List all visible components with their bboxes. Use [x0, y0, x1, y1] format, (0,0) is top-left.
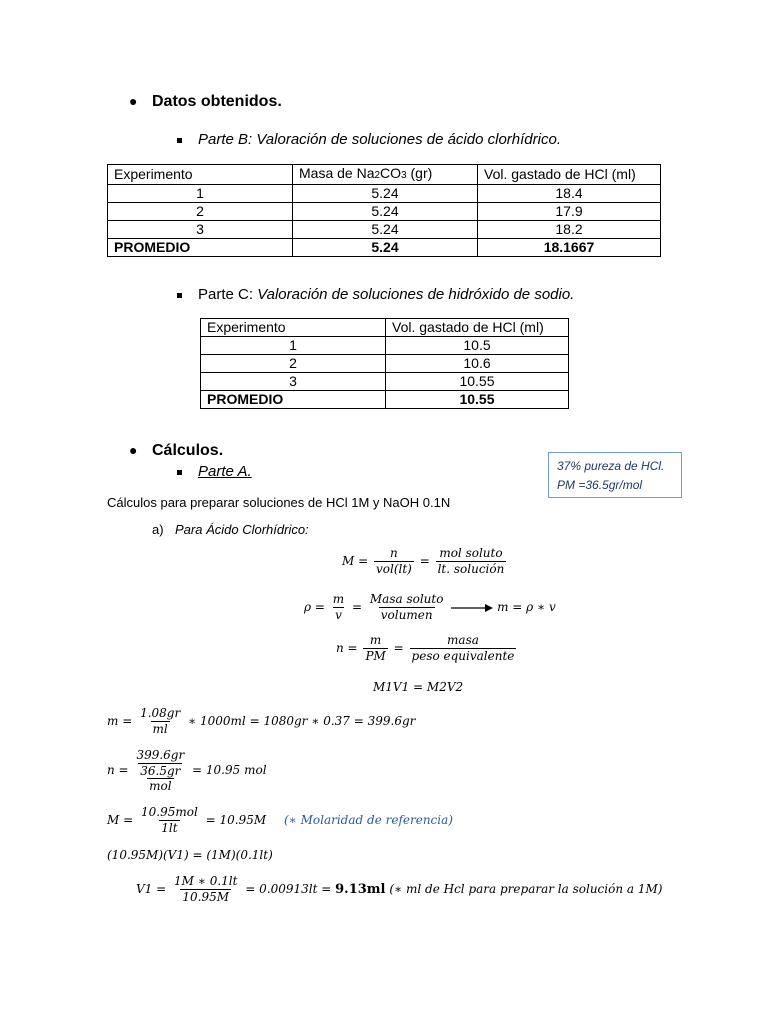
parte-c-table — [200, 318, 569, 409]
equation-molarity — [342, 546, 508, 577]
math-text: = 10.95 mol — [192, 763, 267, 777]
parte-b-label: Parte B: Valoración de soluciones de ácido clorhídrico. — [198, 131, 561, 148]
table-row — [108, 185, 661, 203]
table-cell: 2 — [108, 203, 293, 221]
bullet-dot: ● — [129, 442, 138, 458]
table-cell: 3 — [201, 373, 386, 391]
table-cell: 18.4 — [478, 185, 661, 203]
table-cell: PROMEDIO — [108, 239, 293, 257]
parte-c-title: Valoración de soluciones de hidróxido de sodio. — [257, 286, 575, 303]
table-cell: 17.9 — [478, 203, 661, 221]
math-text: n = — [336, 641, 358, 655]
fraction — [410, 633, 517, 664]
section-heading-calculos: Cálculos. — [152, 442, 224, 459]
numerator: m — [369, 633, 382, 647]
parte-c-label — [198, 286, 574, 303]
header-cell: Vol. gastado de HCl (ml) — [386, 319, 569, 337]
header-cell: Experimento — [108, 165, 293, 185]
denominator: 10.95M — [182, 890, 230, 904]
table-row-promedio — [201, 391, 569, 409]
math-text: = — [351, 600, 363, 614]
equation-density — [304, 592, 556, 623]
numerator: 399.6gr — [136, 748, 185, 762]
math-text: M = — [342, 554, 369, 568]
equation-mass — [107, 706, 415, 737]
math-text: n = — [107, 763, 129, 777]
square-bullet — [177, 293, 182, 298]
table-cell: 10.55 — [386, 391, 569, 409]
denominator: lt. solución — [437, 562, 505, 576]
purity-note-box — [548, 452, 682, 498]
fraction — [374, 546, 414, 577]
parte-a-label: Parte A. — [198, 463, 252, 480]
table-cell: 5.24 — [293, 221, 478, 239]
right-arrow-icon — [451, 603, 493, 613]
denominator: peso equivalente — [411, 649, 515, 663]
math-text: ρ = — [304, 600, 325, 614]
table-cell: 1 — [201, 337, 386, 355]
fraction — [139, 805, 200, 836]
parte-b-table — [107, 164, 661, 257]
fraction — [363, 633, 387, 664]
table-cell: 5.24 — [293, 239, 478, 257]
square-bullet — [177, 138, 182, 143]
numerator: Masa soluto — [369, 592, 444, 606]
table-header-row — [108, 165, 661, 185]
numerator: mol soluto — [439, 546, 503, 560]
item-a-marker: a) — [152, 522, 164, 537]
table-cell: PROMEDIO — [201, 391, 386, 409]
header-cell: Vol. gastado de HCl (ml) — [478, 165, 661, 185]
equation-volume — [136, 874, 662, 905]
fraction — [134, 748, 186, 793]
volume-note: (∗ ml de Hcl para preparar la solución a 1M) — [389, 882, 663, 896]
denominator — [138, 763, 182, 793]
header-subscript: 3 — [401, 170, 407, 181]
bullet-dot: ● — [129, 93, 138, 109]
math-text: m = ρ ∗ v — [497, 600, 556, 614]
math-text: = — [419, 554, 430, 568]
math-text: = 0.00913lt = — [245, 882, 332, 896]
math-text: = 10.95M — [205, 813, 267, 827]
denominator: 1lt — [161, 821, 178, 835]
table-row — [201, 337, 569, 355]
fraction — [436, 546, 507, 577]
inner-denominator: mol — [149, 779, 172, 793]
table-row — [108, 203, 661, 221]
table-cell: 18.2 — [478, 221, 661, 239]
math-text: M = — [107, 813, 134, 827]
table-cell: 10.6 — [386, 355, 569, 373]
fraction — [331, 592, 346, 623]
table-cell: 3 — [108, 221, 293, 239]
header-cell — [293, 165, 478, 185]
header-text: CO — [380, 165, 402, 181]
item-a-text: Para Ácido Clorhídrico: — [175, 522, 309, 537]
table-cell: 18.1667 — [478, 239, 661, 257]
note-line: PM =36.5gr/mol — [557, 478, 643, 492]
section-heading-datos: Datos obtenidos. — [152, 93, 282, 110]
result-bold: 9.13ml — [335, 882, 386, 897]
table-cell: 5.24 — [293, 203, 478, 221]
numerator: m — [332, 592, 345, 606]
table-row — [201, 355, 569, 373]
reference-note: (∗ Molaridad de referencia) — [283, 813, 453, 827]
denominator: vol(lt) — [375, 562, 412, 576]
equation-moles-value — [107, 748, 267, 793]
math-text: V1 = — [136, 882, 167, 896]
denominator: PM — [365, 649, 386, 663]
table-row — [201, 373, 569, 391]
numerator: 1M ∗ 0.1lt — [174, 874, 238, 888]
table-row — [108, 221, 661, 239]
table-cell: 5.24 — [293, 185, 478, 203]
numerator: n — [390, 546, 398, 560]
numerator: 10.95mol — [140, 805, 198, 819]
note-line: 37% pureza de HCl. — [557, 459, 665, 473]
table-row-promedio — [108, 239, 661, 257]
header-subscript: 2 — [374, 170, 381, 181]
fraction — [368, 592, 446, 623]
denominator: volumen — [380, 608, 433, 622]
numerator: masa — [447, 633, 479, 647]
math-text: m = — [107, 714, 133, 728]
header-cell: Experimento — [201, 319, 386, 337]
table-cell: 10.5 — [386, 337, 569, 355]
math-text: = — [393, 641, 404, 655]
intro-text: Cálculos para preparar soluciones de HCl 1M y NaOH 0.1N — [107, 495, 451, 510]
equation-dilution-values: (10.95M)(V1) = (1M)(0.1lt) — [107, 848, 273, 862]
parte-c-prefix: Parte C: — [198, 286, 258, 303]
table-cell: 10.55 — [386, 373, 569, 391]
header-text: (gr) — [406, 165, 433, 181]
equation-dilution: M1V1 = M2V2 — [373, 680, 464, 694]
square-bullet — [177, 470, 182, 475]
numerator: 1.08gr — [140, 706, 181, 720]
math-text: ∗ 1000ml = 1080gr ∗ 0.37 = 399.6gr — [188, 714, 416, 728]
equation-moles — [336, 633, 518, 664]
fraction — [172, 874, 239, 905]
header-text: Masa de Na — [299, 165, 375, 181]
fraction — [138, 706, 182, 737]
denominator: ml — [152, 722, 168, 736]
equation-molarity-value — [107, 805, 453, 836]
table-cell: 1 — [108, 185, 293, 203]
table-header-row — [201, 319, 569, 337]
table-cell: 2 — [201, 355, 386, 373]
denominator: v — [335, 608, 342, 622]
inner-numerator: 36.5gr — [140, 764, 181, 778]
